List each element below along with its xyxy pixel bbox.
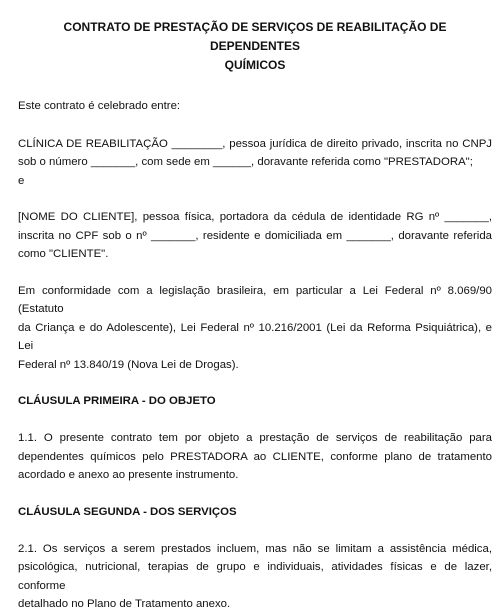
clause-1-line-3: acordado e anexo ao presente instrumento. <box>18 469 239 481</box>
party-provider-paragraph <box>18 135 492 172</box>
legal-basis-paragraph <box>18 282 492 375</box>
clause-2-heading: CLÁUSULA SEGUNDA - DOS SERVIÇOS <box>18 505 237 518</box>
intro-text: Este contrato é celebrado entre: <box>18 100 181 112</box>
party-client-paragraph <box>18 208 492 264</box>
party-client-line-3: como "CLIENTE". <box>18 248 109 260</box>
legal-basis-line-3: Federal nº 13.840/19 (Nova Lei de Drogas). <box>18 358 239 371</box>
clause-2-paragraph <box>18 540 492 614</box>
clause-2-line-2: psicológica, nutricional, terapias de grupo e individuais, atividades físicas e de lazer, conforme <box>18 561 492 592</box>
conjunction-paragraph <box>18 172 492 191</box>
title-line-2: QUÍMICOS <box>224 58 286 72</box>
legal-basis-line-1: Em conformidade com a legislação brasileira, em particular a Lei Federal nº 8.069/90 (Estatuto <box>18 284 492 315</box>
clause-2-line-1: 2.1. Os serviços a serem prestados incluem, mas não se limitam a assistência médica, <box>18 542 492 555</box>
legal-basis-line-2: da Criança e do Adolescente), Lei Federal nº 10.216/2001 (Lei da Reforma Psiquiátrica), e Lei <box>18 321 492 352</box>
conjunction-text: e <box>18 174 25 187</box>
clause-2-line-3: detalhado no Plano de Tratamento anexo. <box>18 598 231 610</box>
party-client-line-2: inscrita no CPF sob o nº _______, residente e domiciliada em _______, doravante referida <box>18 229 492 242</box>
clause-1-heading: CLÁUSULA PRIMEIRA - DO OBJETO <box>18 395 216 407</box>
title-line-1: CONTRATO DE PRESTAÇÃO DE SERVIÇOS DE REABILITAÇÃO DE DEPENDENTES <box>63 20 447 53</box>
clause-1-line-2: dependentes químicos pelo PRESTADORA ao CLIENTE, conforme plano de tratamento <box>18 450 492 463</box>
clause-1-line-1: 1.1. O presente contrato tem por objeto a prestação de serviços de reabilitação para <box>18 432 492 444</box>
party-provider-line-1: CLÍNICA DE REABILITAÇÃO ________, pessoa jurídica de direito privado, inscrita no CNPJ <box>18 137 492 150</box>
party-client-line-1: [NOME DO CLIENTE], pessoa física, portadora da cédula de identidade RG nº _______, <box>18 211 492 223</box>
party-provider-line-2: sob o número _______, com sede em ______, doravante referida como "PRESTADORA"; <box>18 156 473 168</box>
intro-paragraph <box>18 97 492 116</box>
clause-1-paragraph <box>18 429 492 485</box>
document-title <box>18 18 492 75</box>
